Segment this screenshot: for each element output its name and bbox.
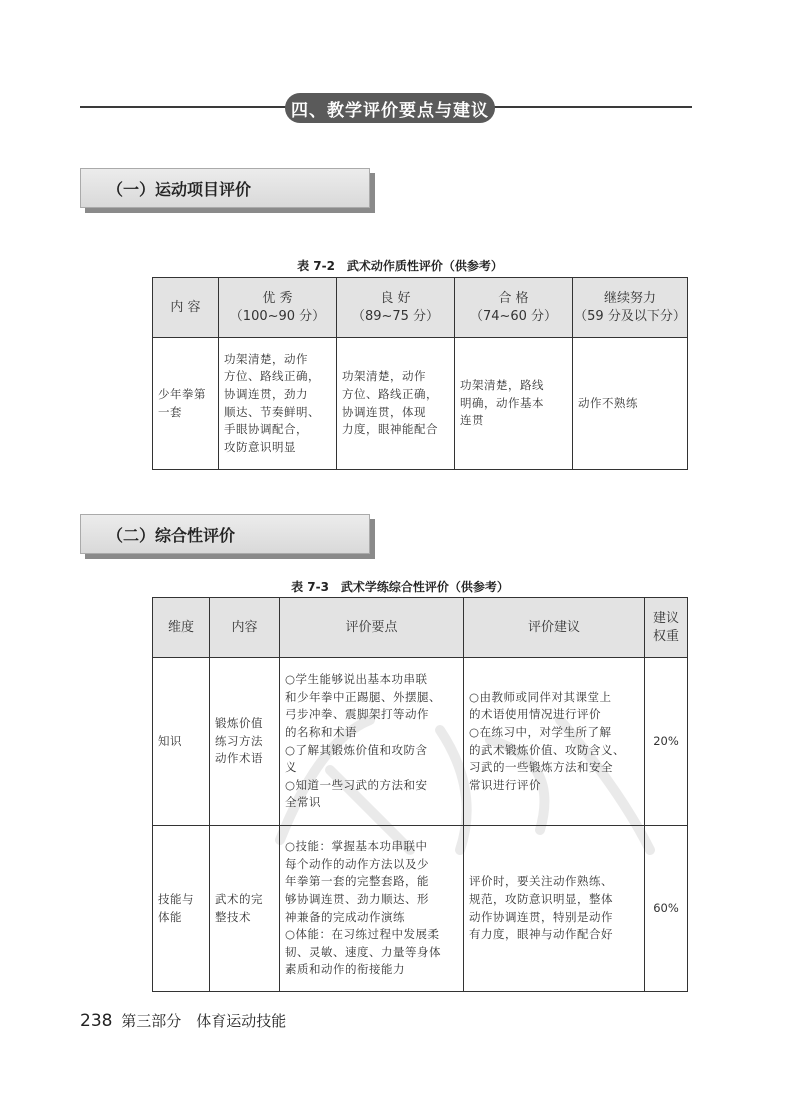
table-1-caption: 表 7-2 武术动作质性评价（供参考） [297, 259, 503, 273]
table-1-cell-excellent: 功架清楚，动作 方位、路线正确， 协调连贯，劲力 顺达、节奏鲜明、 手眼协调配合， 攻防意识明显 [219, 338, 337, 470]
chapter-title: 四、教学评价要点与建议 [285, 93, 495, 123]
table-1-header-row [153, 278, 688, 338]
table-2-cell-weight: 20% [645, 658, 688, 826]
table-2 [152, 597, 688, 992]
footer-text: 第三部分 体育运动技能 [121, 1012, 287, 1030]
table-2-cell-dimension: 技能与 体能 [153, 826, 210, 992]
table-2-cell-content: 武术的完 整技术 [210, 826, 280, 992]
table-row [153, 338, 688, 470]
table-2-header-row [153, 598, 688, 658]
page-number: 238 [80, 1011, 113, 1031]
table-2-cell-points: ○学生能够说出基本功串联 和少年拳中正踢腿、外摆腿、 弓步冲拳、震脚架打等动作 的名称和术语 ○了解其锻炼价值和攻防含 义 ○知道一些习武的方法和安 全常识 [280, 658, 464, 826]
page-footer [80, 1010, 286, 1031]
table-2-cell-weight: 60% [645, 826, 688, 992]
table-2-cell-points: ○技能：掌握基本功串联中 每个动作的动作方法以及少 年拳第一套的完整套路，能 够协调连贯、劲力顺达、形 神兼备的完成动作演练 ○体能：在习练过程中发展柔 韧、灵敏、速度、力量等身体 素质和动作的衔接能力 [280, 826, 464, 992]
table-1-cell-pass: 功架清楚，路线 明确，动作基本 连贯 [455, 338, 573, 470]
section-1-title: （一）运动项目评价 [80, 168, 370, 208]
table-2-header-content: 内容 [210, 598, 280, 658]
table-1 [152, 277, 688, 470]
table-2-header-advice: 评价建议 [464, 598, 645, 658]
table-1-header-content: 内 容 [153, 278, 219, 338]
table-1-header-pass: 合 格 （74~60 分） [455, 278, 573, 338]
table-row [153, 658, 688, 826]
table-2-header-dimension: 维度 [153, 598, 210, 658]
table-1-cell-good: 功架清楚，动作 方位、路线正确， 协调连贯，体现 力度，眼神能配合 [337, 338, 455, 470]
section-2-title: （二）综合性评价 [80, 514, 370, 554]
table-2-cell-advice: ○由教师或同伴对其课堂上 的术语使用情况进行评价 ○在练习中，对学生所了解 的武术锻炼价值、攻防含义、 习武的一些锻炼方法和安全 常识进行评价 [464, 658, 645, 826]
table-2-header-weight: 建议 权重 [645, 598, 688, 658]
table-2-caption: 表 7-3 武术学练综合性评价（供参考） [291, 580, 509, 594]
table-1-header-excellent: 优 秀 （100~90 分） [219, 278, 337, 338]
table-2-cell-advice: 评价时，要关注动作熟练、 规范，攻防意识明显，整体 动作协调连贯，特别是动作 有力度，眼神与动作配合好 [464, 826, 645, 992]
table-2-header-points: 评价要点 [280, 598, 464, 658]
table-2-cell-dimension: 知识 [153, 658, 210, 826]
table-row [153, 826, 688, 992]
table-1-header-good: 良 好 （89~75 分） [337, 278, 455, 338]
table-1-header-improve: 继续努力 （59 分及以下分） [573, 278, 688, 338]
table-2-cell-content: 锻炼价值 练习方法 动作术语 [210, 658, 280, 826]
table-1-cell-improve: 动作不熟练 [573, 338, 688, 470]
table-1-cell-content: 少年拳第 一套 [153, 338, 219, 470]
